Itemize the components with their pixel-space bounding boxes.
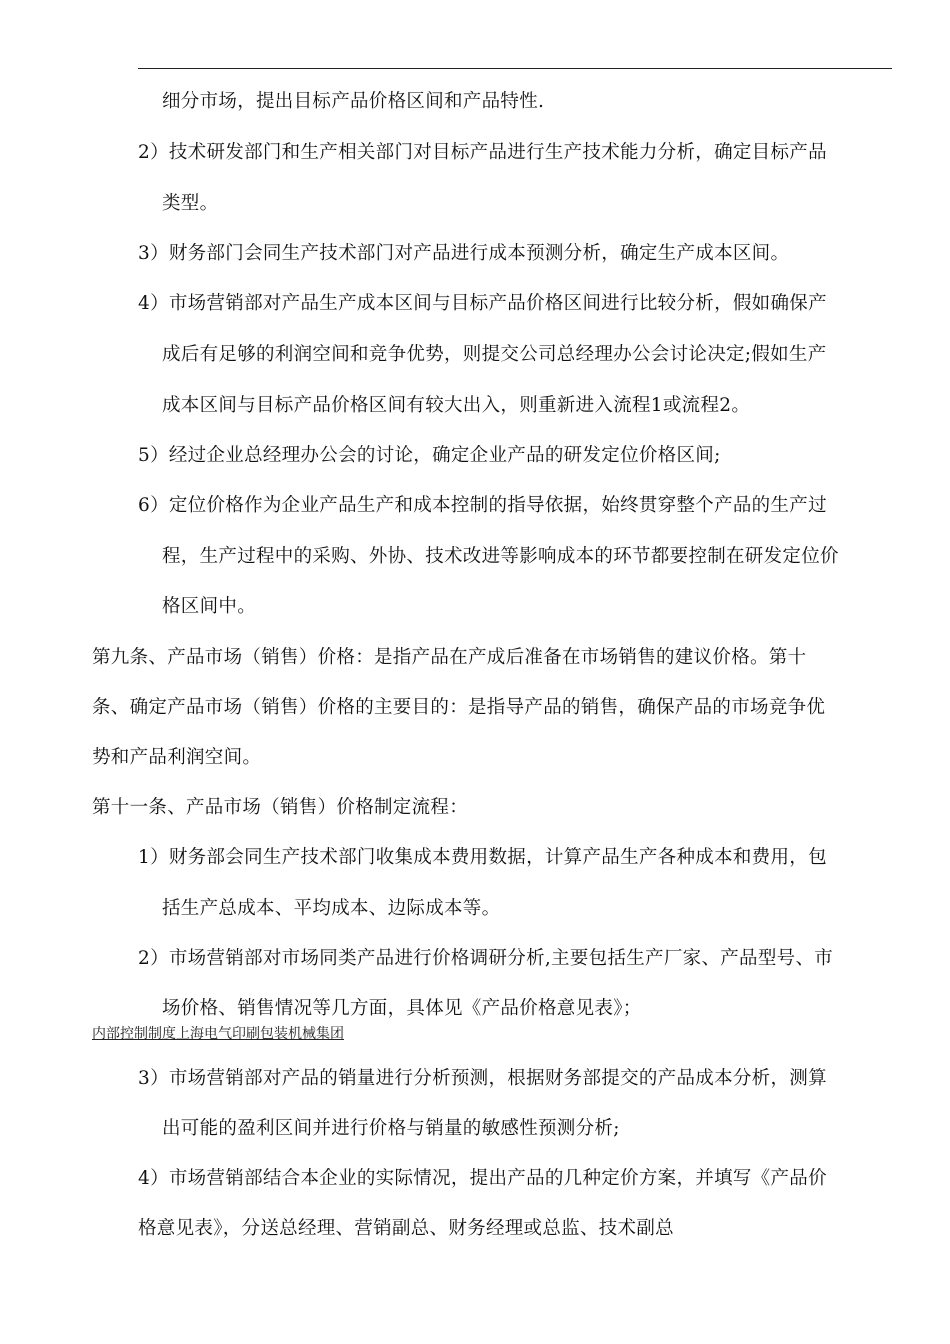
footer-link[interactable]: 内部控制制度上海电气印刷包装机械集团 — [92, 1026, 344, 1042]
header-rule — [138, 68, 892, 69]
text-line: 2）市场营销部对市场同类产品进行价格调研分析,主要包括生产厂家、产品型号、市 — [138, 948, 834, 969]
text-line: 括生产总成本、平均成本、边际成本等。 — [162, 898, 501, 919]
text-line: 4）市场营销部结合本企业的实际情况，提出产品的几种定价方案，并填写《产品价 — [138, 1168, 827, 1189]
text-line: 场价格、销售情况等几方面，具体见《产品价格意见表》； — [162, 998, 642, 1019]
text-line: 成本区间与目标产品价格区间有较大出入，则重新进入流程1或流程2。 — [162, 395, 751, 416]
text-line: 1）财务部会同生产技术部门收集成本费用数据，计算产品生产各种成本和费用，包 — [138, 847, 827, 868]
text-line: 5）经过企业总经理办公会的讨论，确定企业产品的研发定位价格区间; — [138, 445, 721, 466]
text-line: 3）市场营销部对产品的销量进行分析预测，根据财务部提交的产品成本分析，测算 — [138, 1068, 827, 1089]
text-line: 细分市场，提出目标产品价格区间和产品特性. — [162, 91, 545, 112]
text-line: 成后有足够的利润空间和竞争优势，则提交公司总经理办公会讨论决定;假如生产 — [162, 344, 827, 365]
text-line: 类型。 — [162, 193, 219, 214]
text-line: 4）市场营销部对产品生产成本区间与目标产品价格区间进行比较分析，假如确保产 — [138, 293, 827, 314]
text-line: 第十一条、产品市场（销售）价格制定流程： — [92, 797, 469, 818]
text-line: 程，生产过程中的采购、外协、技术改进等影响成本的环节都要控制在研发定位价 — [162, 546, 839, 567]
text-line: 条、确定产品市场（销售）价格的主要目的：是指导产品的销售，确保产品的市场竞争优 — [92, 697, 826, 718]
text-line: 出可能的盈利区间并进行价格与销量的敏感性预测分析; — [162, 1118, 620, 1139]
text-line: 势和产品利润空间。 — [92, 747, 262, 768]
text-line: 2）技术研发部门和生产相关部门对目标产品进行生产技术能力分析，确定目标产品 — [138, 142, 827, 163]
text-line: 3）财务部门会同生产技术部门对产品进行成本预测分析，确定生产成本区间。 — [138, 243, 790, 264]
text-line: 格意见表》，分送总经理、营销副总、财务经理或总监、技术副总 — [138, 1218, 674, 1239]
text-line: 格区间中。 — [162, 596, 257, 617]
text-line: 第九条、产品市场（销售）价格：是指产品在产成后准备在市场销售的建议价格。第十 — [92, 647, 807, 668]
text-line: 6）定位价格作为企业产品生产和成本控制的指导依据，始终贯穿整个产品的生产过 — [138, 495, 827, 516]
